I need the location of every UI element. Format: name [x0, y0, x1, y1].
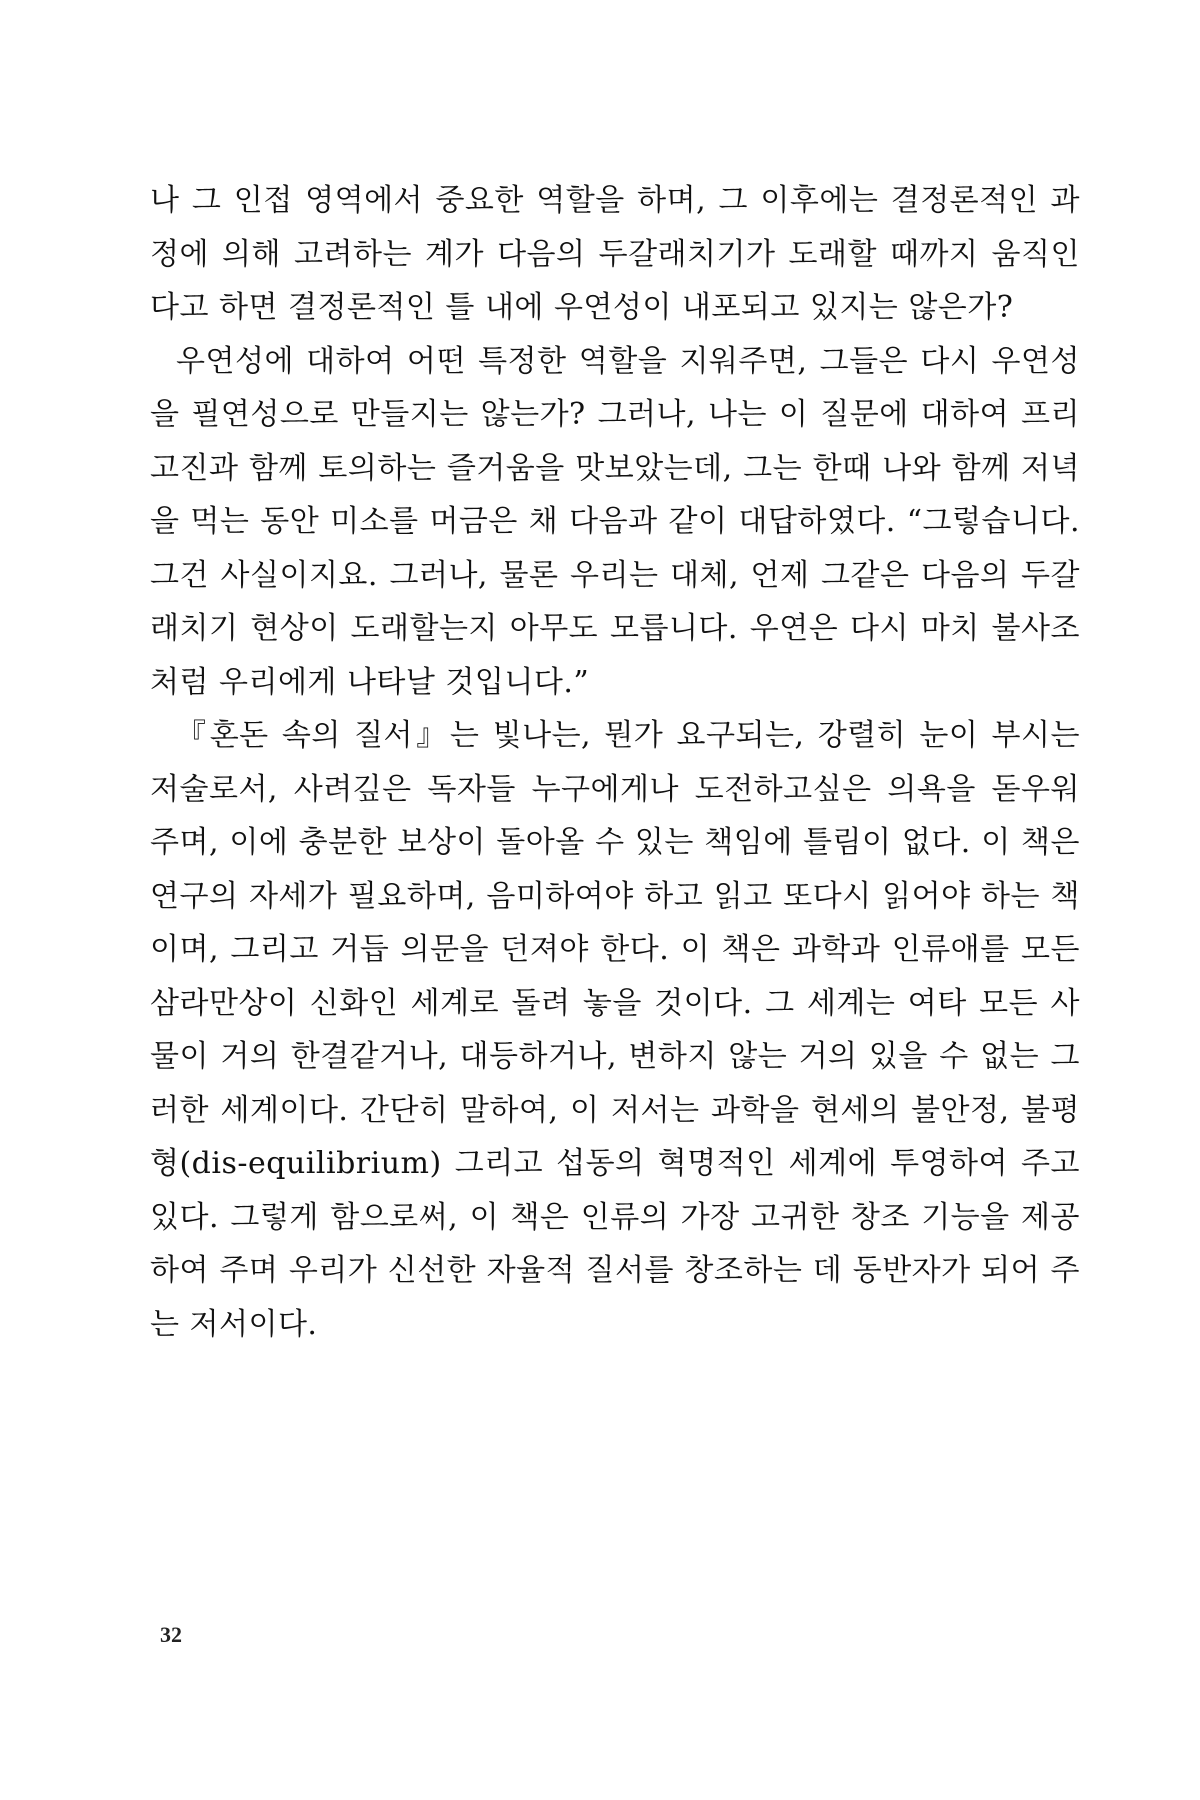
page-number: 32	[160, 1622, 182, 1647]
paragraph-2: 우연성에 대하여 어떤 특정한 역할을 지워주면, 그들은 다시 우연성을 필연성으로 만들지는 않는가? 그러나, 나는 이 질문에 대하여 프리고진과 함께 토의하는 즐거움을 맛보았는데, 그는 한때 나와 함께 저녁을 먹는 동안 미소를 머금은 채 다음과 같이 대답하였다. “그렇습니다. 그건 사실이지요. 그러나, 물론 우리는 대체, 언제 그같은 다음의 두갈래치기 현상이 도래할는지 아무도 모릅니다. 우연은 다시 마치 불사조처럼 우리에게 나타날 것입니다.”	[150, 343, 1080, 700]
paragraph-1: 나 그 인접 영역에서 중요한 역할을 하며, 그 이후에는 결정론적인 과정에 의해 고려하는 계가 다음의 두갈래치기가 도래할 때까지 움직인다고 하면 결정론적인 틀 내에 우연성이 내포되고 있지는 않은가?	[150, 183, 1080, 325]
body-text	[150, 174, 1080, 1351]
paragraph-3: 『혼돈 속의 질서』는 빛나는, 뭔가 요구되는, 강렬히 눈이 부시는 저술로서, 사려깊은 독자들 누구에게나 도전하고싶은 의욕을 돋우워 주며, 이에 충분한 보상이 돌아올 수 있는 책임에 틀림이 없다. 이 책은 연구의 자세가 필요하며, 음미하여야 하고 읽고 또다시 읽어야 하는 책이며, 그리고 거듭 의문을 던져야 한다. 이 책은 과학과 인류애를 모든 삼라만상이 신화인 세계로 돌려 놓을 것이다. 그 세계는 여타 모든 사물이 거의 한결같거나, 대등하거나, 변하지 않는 거의 있을 수 없는 그러한 세계이다. 간단히 말하여, 이 저서는 과학을 현세의 불안정, 불평형(dis-equilibrium) 그리고 섭동의 혁명적인 세계에 투영하여 주고 있다. 그렇게 함으로써, 이 책은 인류의 가장 고귀한 창조 기능을 제공하여 주며 우리가 신선한 자율적 질서를 창조하는 데 동반자가 되어 주는 저서이다.	[150, 718, 1080, 1342]
